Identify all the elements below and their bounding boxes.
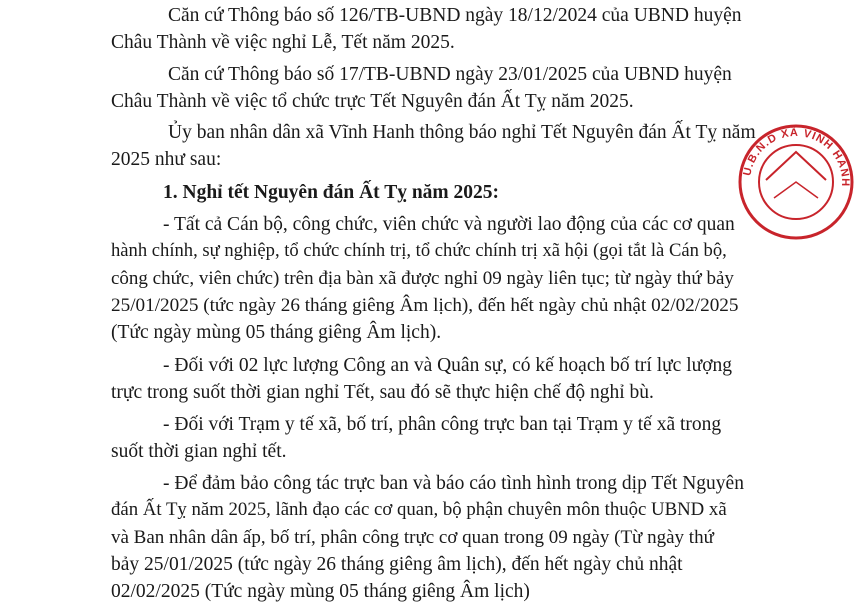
paragraph-line: đán Ất Tỵ năm 2025, lãnh đạo các cơ quan, bộ phận chuyên môn thuộc UBND xã [111,499,727,520]
svg-text:U.B.N.D XÃ VĨNH HANH [741,126,851,187]
paragraph-line: 25/01/2025 (tức ngày 26 tháng giêng Âm lịch), đến hết ngày chủ nhật 02/02/2025 [111,295,739,316]
section-heading: 1. Nghỉ tết Nguyên đán Ất Tỵ năm 2025: [163,182,500,203]
paragraph-line: công chức, viên chức) trên địa bàn xã được nghỉ 09 ngày liên tục; từ ngày thứ bảy [111,268,734,289]
paragraph-line: 02/02/2025 (Tức ngày mùng 05 tháng giêng Âm lịch) [111,581,530,602]
paragraph-line: - Đối với Trạm y tế xã, bố trí, phân công trực ban tại Trạm y tế xã trong [163,414,722,435]
paragraph-line: Ủy ban nhân dân xã Vĩnh Hanh thông báo nghỉ Tết Nguyên đán Ất Tỵ năm [168,122,756,143]
paragraph-line: 2025 như sau: [111,149,222,170]
paragraph-line: và Ban nhân dân ấp, bố trí, phân công trực cơ quan trong 09 ngày (Từ ngày thứ [111,527,714,548]
paragraph-line: hành chính, sự nghiệp, tổ chức chính trị, tổ chức chính trị xã hội (gọi tắt là Cán bộ, [111,240,727,261]
seal-text: U.B.N.D XÃ VĨNH HANH [741,126,852,188]
paragraph-line: Căn cứ Thông báo số 126/TB-UBND ngày 18/12/2024 của UBND huyện [168,5,742,26]
paragraph-line: bảy 25/01/2025 (tức ngày 26 tháng giêng âm lịch), đến hết ngày chủ nhật [111,554,683,575]
paragraph-line: Căn cứ Thông báo số 17/TB-UBND ngày 23/01/2025 của UBND huyện [168,64,732,85]
paragraph-line: trực trong suốt thời gian nghỉ Tết, sau đó sẽ thực hiện chế độ nghỉ bù. [111,382,654,403]
paragraph-line: Châu Thành về việc tổ chức trực Tết Nguyên đán Ất Tỵ năm 2025. [111,91,634,112]
paragraph-line: Châu Thành về việc nghỉ Lễ, Tết năm 2025. [111,32,455,53]
paragraph-line: (Tức ngày mùng 05 tháng giêng Âm lịch). [111,322,442,343]
paragraph-line: - Để đảm bảo công tác trực ban và báo cáo tình hình trong dịp Tết Nguyên [163,473,744,494]
paragraph-line: - Tất cả Cán bộ, công chức, viên chức và người lao động của các cơ quan [163,214,735,235]
paragraph-line: suốt thời gian nghỉ tết. [111,441,287,462]
official-seal [736,122,856,242]
paragraph-line: - Đối với 02 lực lượng Công an và Quân sự, có kế hoạch bố trí lực lượng [163,355,733,376]
